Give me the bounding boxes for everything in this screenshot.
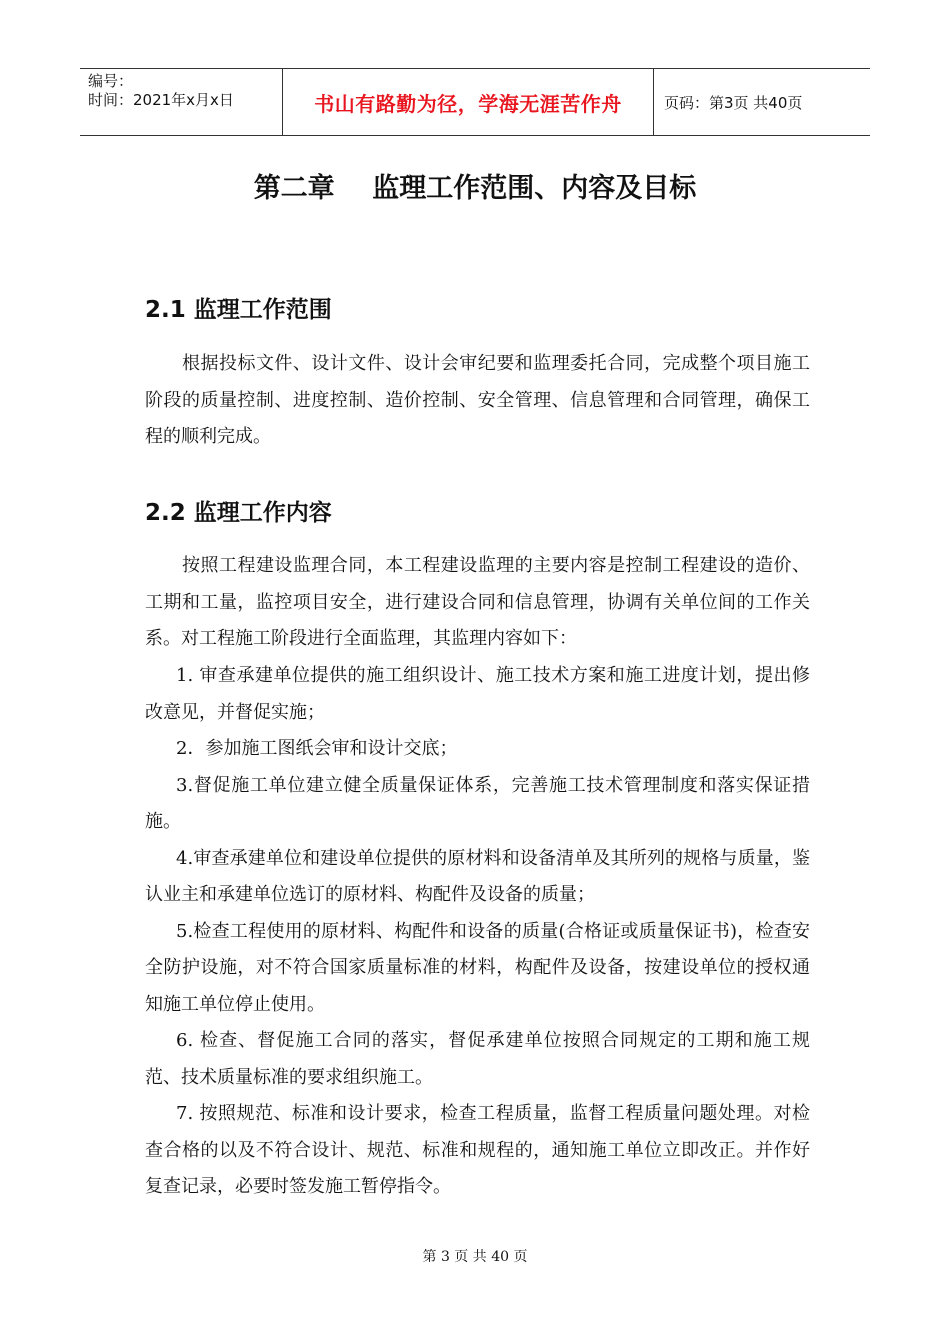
list-item: 7. 按照规范、标准和设计要求，检查工程质量，监督工程质量问题处理。对检查合格的以及不符合设计、规范、标准和规程的，通知施工单位立即改正。并作好复查记录，必要时签发施工暂停指令。 [145, 1103, 810, 1197]
header-page-info: 页码：第3页 共40页 [664, 93, 803, 112]
section-title-scope: 2.1 监理工作范围 [145, 297, 332, 323]
section-content-intro: 按照工程建设监理合同，本工程建设监理的主要内容是控制工程建设的造价、工期和工量，监控项目安全，进行建设合同和信息管理，协调有关单位间的工作关系。对工程施工阶段进行全面监理，其监理内容如下： [145, 555, 810, 649]
section-scope-body: 根据投标文件、设计文件、设计会审纪要和监理委托合同，完成整个项目施工阶段的质量控制、进度控制、造价控制、安全管理、信息管理和合同管理，确保工程的顺利完成。 [145, 353, 810, 447]
document-number-label: 编号： [88, 72, 134, 90]
list-item: 4.审查承建单位和建设单位提供的原材料和设备清单及其所列的规格与质量，鉴认业主和承建单位选订的原材料、构配件及设备的质量； [145, 847, 810, 905]
content-item-list [145, 658, 810, 1206]
list-item: 5.检查工程使用的原材料、构配件和设备的质量(合格证或质量保证书)，检查安全防护设施，对不符合国家质量标准的材料，构配件及设备，按建设单位的授权通知施工单位停止使用。 [145, 920, 810, 1015]
chapter-title: 第二章 监理工作范围、内容及目标 [253, 173, 697, 204]
section-title-content: 2.2 监理工作内容 [145, 500, 332, 526]
document-header [80, 68, 870, 136]
header-meta [80, 69, 282, 135]
list-item: 6. 检查、督促施工合同的落实，督促承建单位按照合同规定的工期和施工规范、技术质量标准的要求组织施工。 [145, 1030, 810, 1088]
list-item: 2．参加施工图纸会审和设计交底； [176, 738, 458, 759]
document-date: 时间：2021年x月x日 [88, 91, 234, 109]
page-footer: 第 3 页 共 40 页 [422, 1249, 528, 1265]
header-motto: 书山有路勤为径，学海无涯苦作舟 [282, 69, 654, 135]
list-item: 1. 审查承建单位提供的施工组织设计、施工技术方案和施工进度计划，提出修改意见，并督促实施； [145, 665, 810, 723]
list-item: 3.督促施工单位建立健全质量保证体系，完善施工技术管理制度和落实保证措施。 [145, 774, 810, 832]
